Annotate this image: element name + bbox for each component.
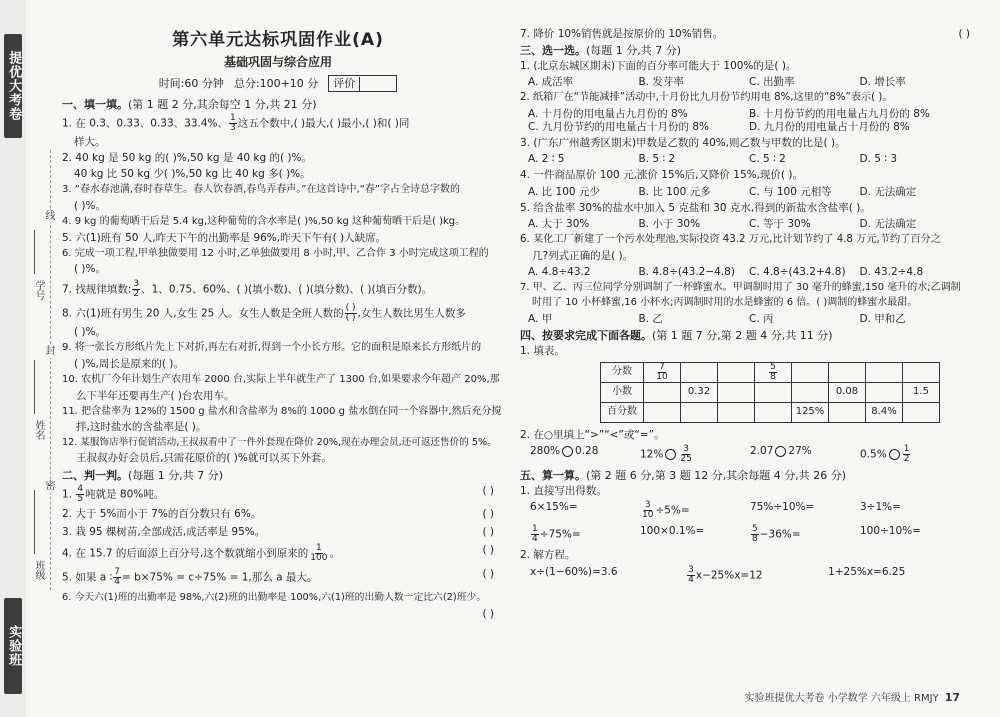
numerator: 1 — [230, 113, 236, 123]
denominator: ( ) — [345, 313, 356, 324]
brand-logo-top: 提优大考卷 — [4, 34, 22, 138]
exam-info — [62, 75, 494, 92]
choice-q3-option-b[interactable]: B. 5 ∶ 2 — [638, 153, 676, 166]
table-cell[interactable] — [792, 382, 829, 402]
section-tasks-note: (第 1 题 7 分,第 2 题 4 分,共 11 分) — [652, 329, 833, 342]
choice-q2-option-b[interactable]: B. 十月份节约的用电量占九月份的 8% — [749, 107, 930, 120]
section-tasks-title: 四、按要求完成下面各题。 — [520, 329, 652, 342]
compare-circle-icon[interactable] — [889, 449, 900, 460]
judge-q4-text-b: 。 — [329, 547, 340, 560]
conversion-table — [600, 362, 940, 423]
judge-q4[interactable] — [62, 544, 494, 563]
fraction — [76, 485, 84, 504]
section-fill — [62, 98, 494, 112]
choice-q1-option-c[interactable]: C. 出勤率 — [749, 76, 795, 88]
table-cell — [755, 362, 792, 382]
judge-q7-answer[interactable]: ( ) — [958, 28, 970, 40]
calc-item[interactable]: 100÷10%= — [860, 524, 921, 537]
choice-q5-option-d[interactable]: D. 无法确定 — [859, 217, 917, 230]
numerator: ( ) — [345, 303, 356, 314]
numerator: 3 — [688, 565, 694, 575]
numerator: 3 — [644, 499, 651, 510]
denominator: 4 — [688, 575, 694, 585]
choice-q1-options — [528, 76, 970, 89]
denominator: 10 — [656, 371, 668, 382]
section-judge-title: 二、判一判。 — [62, 469, 128, 483]
grade-label: 评价 — [329, 77, 360, 91]
calc-item[interactable]: 6×15%= — [530, 500, 578, 513]
fill-q4[interactable]: 4. 9 kg 的葡萄晒干后是 5.4 kg,这种葡萄的含水率是( )%,50 kg 这种葡萄晒干后是( )kg。 — [62, 216, 466, 227]
fraction — [229, 114, 237, 133]
choice-q4[interactable]: 4. 一件商品原价 100 元,涨价 15%后,又降价 15%,现价( )。 — [520, 169, 803, 182]
fill-q1-text-b: 这五个数中,( )最大,( )最小,( )和( )同 — [237, 117, 410, 130]
table-cell[interactable] — [903, 402, 940, 422]
fraction — [903, 445, 911, 464]
choice-q3-option-c[interactable]: C. 5 ∶ 2 — [749, 153, 786, 166]
section-choice-note: (每题 1 分,共 7 分) — [586, 44, 682, 58]
choice-q7-options — [528, 313, 970, 326]
fraction — [641, 501, 654, 520]
fill-q9-b[interactable]: ( )%,周长是原来的( )。 — [74, 357, 184, 370]
table-header-fraction: 分数 — [601, 362, 644, 382]
denominator: 25 — [680, 454, 692, 464]
choice-q5-option-a[interactable]: A. 大于 30% — [528, 217, 590, 230]
fill-q8-text-b: ,女生人数比男生人数多 — [357, 307, 466, 320]
section-judge — [62, 469, 494, 483]
equation-item[interactable]: 1+25%x=6.25 — [828, 566, 906, 578]
equation-item[interactable]: $\frac{3}{4}$ x−25%x=12 — [688, 565, 763, 585]
fill-q12-b[interactable]: 王叔叔办好会员后,只需花原价的( )%就可以买下外套。 — [76, 452, 332, 465]
table-cell[interactable] — [644, 402, 681, 422]
fill-q11[interactable]: 11. 把含盐率为 12%的 1500 g 盐水和含盐率为 8%的 1000 g 盐水倒在同一个容器中,然后充分搅 — [62, 405, 502, 417]
student-name-field[interactable] — [34, 360, 35, 414]
fill-q10-b[interactable]: 么下半年还要再生产( )台农用车。 — [76, 389, 235, 402]
section-choice — [520, 44, 970, 58]
table-row — [601, 362, 940, 382]
fill-q5[interactable]: 5. 六(1)班有 50 人,昨天下午的出勤率是 96%,昨天下午有( )人缺席。 — [62, 231, 387, 244]
compare-circle-icon[interactable] — [562, 446, 573, 457]
compare-item-1[interactable]: 280% 0.28 — [530, 445, 599, 457]
section-calc-title: 五、算一算。 — [520, 469, 586, 482]
section-fill-note: (第 1 题 2 分,其余每空 1 分,共 21 分) — [128, 98, 317, 112]
fill-q3-b[interactable]: ( )%。 — [74, 199, 107, 212]
section-tasks — [520, 329, 970, 343]
denominator: 5 — [77, 494, 84, 505]
choice-q4-option-d[interactable]: D. 无法确定 — [859, 185, 917, 198]
numerator: 7 — [114, 567, 120, 578]
table-cell: 0.32 — [681, 382, 718, 402]
fraction-blank[interactable] — [345, 304, 357, 323]
student-name-label: 姓名 — [33, 420, 44, 440]
fill-q8-c[interactable]: ( )%。 — [74, 326, 107, 339]
choice-q2-option-a[interactable]: A. 十月份的用电量占九月份的 8% — [528, 107, 688, 120]
fraction — [769, 363, 777, 382]
fill-q1-text-a: 1. 在 0.3、0.33、0.3̇3̇、33.4%、 — [62, 117, 229, 130]
judge-q4-text-a: 4. 在 15.7 的后面添上百分号,这个数就缩小到原来的 — [62, 547, 309, 560]
fill-q1[interactable] — [62, 114, 494, 133]
section-choice-title: 三、选一选。 — [520, 44, 586, 58]
compare-item-2[interactable]: 12% $\frac{3}{25}$ — [640, 444, 692, 464]
judge-q1[interactable]: 1. $\frac{4}{5}$ 吨就是 80%吨。 ( ) — [62, 484, 494, 505]
judge-q6: 6. 今天六(1)班的出勤率是 98%,六(2)班的出勤率是 100%,六(1)班的出勤人数一定比六(2)班少。 — [62, 592, 487, 604]
calc-question-1: 1. 直接写出得数。 — [520, 484, 607, 497]
table-row — [601, 402, 940, 422]
numerator: 1 — [532, 523, 538, 534]
denominator: 2 — [133, 289, 140, 300]
calc-item[interactable]: 3÷1%= — [860, 500, 901, 513]
calc-row-1 — [530, 501, 970, 520]
numerator: 5 — [752, 523, 758, 534]
choice-q1-option-d[interactable]: D. 增长率 — [859, 76, 906, 88]
calc-item[interactable]: 100×0.1%= — [640, 524, 705, 537]
judge-q3-answer[interactable]: ( ) — [482, 526, 494, 539]
fill-q8-text-a: 8. 六(1)班有男生 20 人,女生 25 人。女生人数是全班人数的 — [62, 307, 344, 320]
left-column — [62, 30, 502, 623]
judge-q1-text: 吨就是 80%吨。 — [85, 488, 165, 501]
choice-q1-option-b[interactable]: B. 发芽率 — [638, 76, 684, 88]
fill-q6[interactable]: 6. 完成一项工程,甲单独做要用 12 小时,乙单独做要用 8 小时,甲、乙合作 3 小时完成这项工程的 — [62, 247, 489, 259]
choice-q6-option-d[interactable]: D. 43.2÷4.8 — [859, 265, 924, 278]
choice-q2-options — [528, 108, 970, 134]
table-cell[interactable] — [755, 382, 792, 402]
fill-q1-text-c: 样大。 — [74, 136, 106, 148]
fraction — [751, 525, 759, 544]
compare-circle-icon[interactable] — [775, 446, 786, 457]
fill-q10[interactable]: 10. 农机厂今年计划生产农用车 2000 台,实际上半年就生产了 1300 台,如果要求今年超产 20%,那 — [62, 374, 500, 385]
fraction — [655, 363, 668, 382]
fill-q7-text-b: 、1、0.75、60%、( )(填小数)、( )(填分数)、( )(填百分数)。 — [141, 283, 433, 296]
choice-q6-option-b[interactable]: B. 4.8÷(43.2−4.8) — [638, 265, 735, 278]
section-calc-note: (第 2 题 6 分,第 3 题 12 分,其余每题 4 分,共 26 分) — [586, 469, 847, 482]
calc-question-2: 2. 解方程。 — [520, 548, 576, 561]
judge-q3-text: 3. 栽 95 棵树苗,全部成活,成活率是 95%。 — [62, 526, 266, 539]
choice-q3-options — [528, 153, 970, 166]
choice-q5-options — [528, 218, 970, 231]
grade-box[interactable] — [328, 75, 397, 92]
choice-q6-b[interactable]: 几?列式正确的是( )。 — [532, 249, 634, 262]
compare-row — [530, 445, 970, 464]
numerator: 1 — [903, 444, 910, 454]
table-cell[interactable] — [718, 362, 755, 382]
fill-q7-text-a: 7. 找规律填数: — [62, 283, 132, 296]
compare-question: 2. 在○里填上“>”“<”或“=”。 — [520, 428, 665, 441]
judge-q6-row[interactable] — [62, 608, 494, 620]
choice-q3[interactable]: 3. (广东广州越秀区期末)甲数是乙数的 40%,则乙数与甲数的比是( )。 — [520, 137, 846, 150]
table-row — [601, 382, 940, 402]
calc-row-2 — [530, 525, 970, 544]
numerator: 7 — [659, 361, 665, 372]
calc-item[interactable]: $\frac{1}{4}$ ÷75%= — [532, 523, 581, 544]
denominator: 10 — [642, 509, 654, 520]
judge-q2[interactable] — [62, 508, 494, 521]
section-fill-title: 一、填一填。 — [62, 98, 128, 112]
choice-q5-option-b[interactable]: B. 小于 30% — [638, 217, 701, 230]
table-cell: 0.08 — [829, 382, 866, 402]
choice-q2-option-c[interactable]: C. 九月份节约的用电量占十月份的 8% — [528, 121, 710, 133]
binding-mark-line: 线 — [45, 211, 56, 222]
right-column — [520, 28, 970, 590]
denominator: 3 — [230, 123, 236, 133]
denominator: 8 — [770, 371, 776, 382]
calc-item[interactable]: 75%÷10%= — [750, 500, 815, 513]
table-cell: 125% — [792, 402, 829, 422]
binding-mark-secret: 密 — [45, 481, 56, 492]
table-cell[interactable] — [829, 362, 866, 382]
student-number-label: 学号 — [33, 280, 44, 300]
table-question: 1. 填表。 — [520, 344, 565, 357]
calc-item[interactable]: $\frac{3}{10}$ ÷5%= — [642, 499, 690, 520]
footer-text: 实验班提优大考卷 小学数学 六年级上 RMJY — [744, 692, 939, 704]
fill-q11-b[interactable]: 拌,这时盐水的含盐率是( )。 — [76, 421, 207, 434]
choice-q7-option-a[interactable]: A. 甲 — [528, 312, 553, 325]
calc-item[interactable]: $\frac{5}{8}$ −36%= — [752, 523, 801, 544]
numerator: 3 — [683, 444, 689, 454]
denominator: 4 — [532, 533, 538, 544]
choice-q5-option-c[interactable]: C. 等于 30% — [749, 217, 811, 230]
table-cell[interactable] — [755, 402, 792, 422]
judge-q7[interactable] — [520, 28, 970, 41]
choice-q2[interactable]: 2. 纸箱厂在“节能减排”活动中,十月份比九月份节约用电 8%,这里的“8%”表示( )。 — [520, 92, 893, 104]
choice-q4-option-c[interactable]: C. 与 100 元相等 — [749, 185, 832, 198]
compare-circle-icon[interactable] — [665, 449, 676, 460]
choice-q6[interactable]: 6. 某化工厂新建了一个污水处理池,实际投资 43.2 万元,比计划节约了 4.8 万元,节约了百分之 — [520, 233, 941, 245]
judge-q2-answer[interactable]: ( ) — [482, 508, 494, 521]
choice-q7-option-b[interactable]: B. 乙 — [638, 312, 663, 325]
total-score: 总分:100+10 分 — [233, 76, 319, 90]
fraction — [687, 566, 695, 585]
choice-q4-option-b[interactable]: B. 比 100 元多 — [638, 185, 711, 198]
judge-q5-text-b: = b×75% = c÷75% = 1,那么 a 最大。 — [121, 571, 318, 584]
judge-q1-answer[interactable]: ( ) — [482, 485, 494, 498]
table-cell[interactable] — [644, 382, 681, 402]
denominator: 100 — [310, 553, 328, 564]
table-cell[interactable] — [792, 362, 829, 382]
choice-q7-option-d[interactable]: D. 甲和乙 — [859, 312, 906, 325]
table-cell[interactable] — [681, 402, 718, 422]
choice-q1-option-a[interactable]: A. 成活率 — [528, 76, 574, 88]
numerator: 4 — [77, 484, 84, 495]
numerator: 5 — [770, 361, 776, 372]
fill-q1-cont — [62, 136, 494, 149]
class-label: 班级 — [33, 560, 44, 580]
compare-item-4[interactable]: 0.5% $\frac{1}{2}$ — [860, 444, 910, 464]
brand-logo-bottom: 实验班 — [4, 598, 22, 694]
table-cell — [644, 362, 681, 382]
choice-q4-option-a[interactable]: A. 比 100 元少 — [528, 185, 600, 198]
judge-q3[interactable] — [62, 526, 494, 539]
table-header-percent: 百分数 — [601, 402, 644, 422]
choice-q1[interactable]: 1. (北京东城区期末)下面的百分率可能大于 100%的是( )。 — [520, 59, 797, 72]
equation-row — [530, 566, 970, 585]
choice-q7-option-c[interactable]: C. 丙 — [749, 312, 774, 325]
denominator: 4 — [114, 577, 120, 588]
page-number: 17 — [944, 690, 960, 704]
table-cell[interactable] — [903, 362, 940, 382]
numerator: 3 — [133, 279, 140, 290]
choice-q6-option-a[interactable]: A. 4.8÷43.2 — [528, 265, 591, 278]
table-cell: 1.5 — [903, 382, 940, 402]
section-judge-note: (每题 1 分,共 7 分) — [128, 469, 224, 483]
choice-q3-option-a[interactable]: A. 2 ∶ 5 — [528, 153, 565, 166]
page-footer — [745, 691, 960, 706]
judge-q5-answer[interactable]: ( ) — [482, 568, 494, 581]
judge-q2-text: 2. 大于 5%而小于 7%的百分数只有 6%。 — [62, 508, 262, 521]
denominator: 8 — [752, 533, 758, 544]
fraction — [679, 445, 692, 464]
fill-q2-b[interactable]: 40 kg 比 50 kg 少( )%,50 kg 比 40 kg 多( )%。 — [74, 168, 311, 181]
judge-q7-text: 7. 降价 10%销售就是按原价的 10%销售。 — [520, 28, 724, 40]
table-cell: 8.4% — [866, 402, 903, 422]
judge-q6-answer[interactable]: ( ) — [482, 607, 494, 620]
table-cell[interactable] — [866, 362, 903, 382]
fill-q7[interactable] — [62, 280, 494, 299]
numerator: 1 — [315, 543, 322, 554]
fill-q8[interactable] — [62, 304, 494, 323]
denominator: 2 — [903, 454, 910, 464]
choice-q5[interactable]: 5. 给含盐率 30%的盐水中加入 5 克盐和 30 克水,得到的新盐水含盐率( )。 — [520, 201, 871, 214]
table-header-decimal: 小数 — [601, 382, 644, 402]
fill-q2[interactable]: 2. 40 kg 是 50 kg 的( )%,50 kg 是 40 kg 的( )%。 — [62, 152, 313, 165]
fill-q6-b[interactable]: ( )%。 — [74, 263, 107, 276]
fill-q9[interactable]: 9. 将一张长方形纸片先上下对折,再左右对折,得到一个小长方形。它的面积是原来长方形纸片的 — [62, 342, 482, 354]
fill-q3[interactable]: 3. “春水春池满,春时春草生。春人饮春酒,春鸟弄春声。”在这首诗中,“春”字占全诗总字数的 — [62, 184, 460, 196]
choice-q3-option-d[interactable]: D. 5 ∶ 3 — [859, 153, 898, 166]
fill-q12[interactable]: 12. 某服饰店举行促销活动,王叔叔看中了一件外套现在降价 20%,现在办理会员,还可返还售价的 5%。 — [62, 437, 497, 449]
table-cell[interactable] — [866, 382, 903, 402]
table-cell[interactable] — [718, 402, 755, 422]
table-cell[interactable] — [718, 382, 755, 402]
time-limit: 时间:60 分钟 — [158, 76, 224, 90]
fraction — [132, 280, 140, 299]
compare-item-3[interactable]: 2.07 27% — [750, 445, 812, 457]
choice-q2-option-d[interactable]: D. 九月份的用电量占十月份的 8% — [749, 121, 910, 133]
page-title: 第六单元达标巩固作业(A) — [172, 30, 384, 50]
choice-q6-options — [528, 266, 970, 279]
binding-strip — [0, 0, 26, 717]
judge-q5-text-a: 5. 如果 a ∶ — [62, 571, 113, 584]
choice-q4-options — [528, 186, 970, 199]
table-cell[interactable] — [681, 362, 718, 382]
fraction — [113, 568, 121, 587]
judge-q5[interactable] — [62, 568, 494, 587]
student-number-field[interactable] — [34, 230, 35, 274]
table-cell[interactable] — [829, 402, 866, 422]
binding-mark-seal: 封 — [45, 346, 56, 357]
section-calc — [520, 469, 970, 483]
class-field[interactable] — [34, 490, 35, 554]
fraction — [309, 544, 328, 563]
choice-q7[interactable]: 7. 甲、乙、丙三位同学分别调制了一杯蜂蜜水。甲调制时用了 30 毫升的蜂蜜,150 毫升的水;乙调制 — [520, 281, 961, 293]
equation-item[interactable]: x÷(1−60%)=3.6 — [530, 566, 618, 578]
fraction — [531, 525, 539, 544]
choice-q7-b[interactable]: 时用了 10 小杯蜂蜜,16 小杯水;丙调制时用的水是蜂蜜的 6 倍。( )调制的蜂蜜水最甜。 — [532, 297, 918, 309]
page-subtitle: 基础巩固与综合应用 — [223, 55, 332, 70]
judge-q4-answer[interactable]: ( ) — [482, 544, 494, 557]
choice-q6-option-c[interactable]: C. 4.8÷(43.2+4.8) — [749, 265, 846, 278]
